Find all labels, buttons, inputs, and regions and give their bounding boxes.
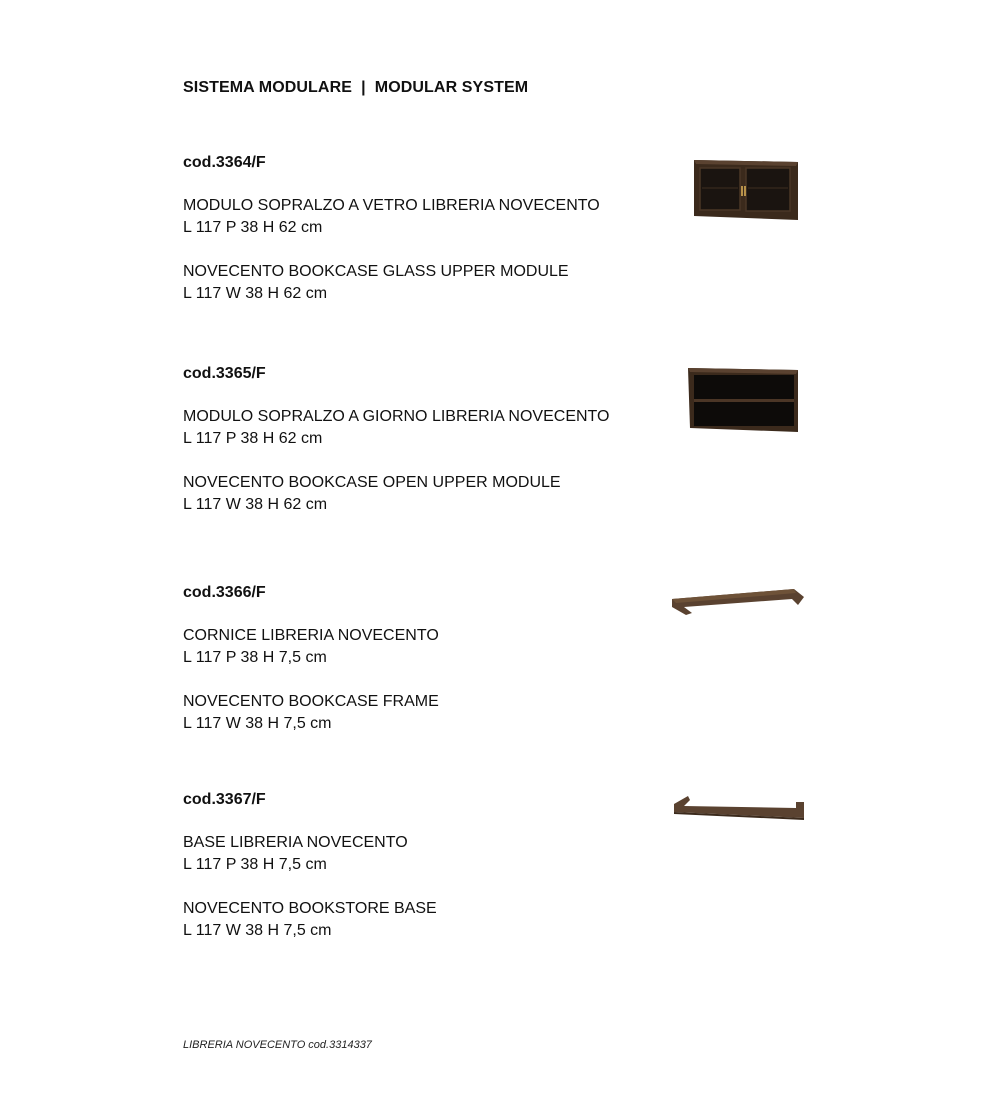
english-name: NOVECENTO BOOKCASE OPEN UPPER MODULE xyxy=(183,474,561,491)
product-code: cod.3365/F xyxy=(183,365,266,382)
product-code: cod.3366/F xyxy=(183,584,266,601)
italian-dimensions: L 117 P 38 H 7,5 cm xyxy=(183,649,327,666)
english-description xyxy=(183,472,833,516)
english-dimensions: L 117 W 38 H 62 cm xyxy=(183,285,328,302)
english-description xyxy=(183,691,833,735)
footer-reference: LIBRERIA NOVECENTO cod.3314337 xyxy=(183,1039,372,1051)
english-dimensions: L 117 W 38 H 7,5 cm xyxy=(183,922,332,939)
english-dimensions: L 117 W 38 H 7,5 cm xyxy=(183,715,332,732)
italian-dimensions: L 117 P 38 H 7,5 cm xyxy=(183,856,327,873)
english-description xyxy=(183,898,833,942)
bookstore-base-image xyxy=(670,794,810,822)
italian-description xyxy=(183,832,833,876)
english-name: NOVECENTO BOOKSTORE BASE xyxy=(183,900,437,917)
page-title: SISTEMA MODULARE | MODULAR SYSTEM xyxy=(183,79,529,96)
english-name: NOVECENTO BOOKCASE FRAME xyxy=(183,693,439,710)
product-code: cod.3364/F xyxy=(183,154,266,171)
bookcase-frame-image xyxy=(668,585,808,619)
english-name: NOVECENTO BOOKCASE GLASS UPPER MODULE xyxy=(183,263,569,280)
italian-dimensions: L 117 P 38 H 62 cm xyxy=(183,430,323,447)
italian-name: CORNICE LIBRERIA NOVECENTO xyxy=(183,627,439,644)
italian-dimensions: L 117 P 38 H 62 cm xyxy=(183,219,323,236)
product-code: cod.3367/F xyxy=(183,791,266,808)
italian-name: MODULO SOPRALZO A GIORNO LIBRERIA NOVECENTO xyxy=(183,408,610,425)
open-upper-module-image xyxy=(686,366,802,436)
italian-name: BASE LIBRERIA NOVECENTO xyxy=(183,834,408,851)
glass-upper-module-image xyxy=(692,158,802,224)
english-dimensions: L 117 W 38 H 62 cm xyxy=(183,496,328,513)
english-description xyxy=(183,261,833,305)
italian-description xyxy=(183,625,833,669)
italian-name: MODULO SOPRALZO A VETRO LIBRERIA NOVECENTO xyxy=(183,197,600,214)
